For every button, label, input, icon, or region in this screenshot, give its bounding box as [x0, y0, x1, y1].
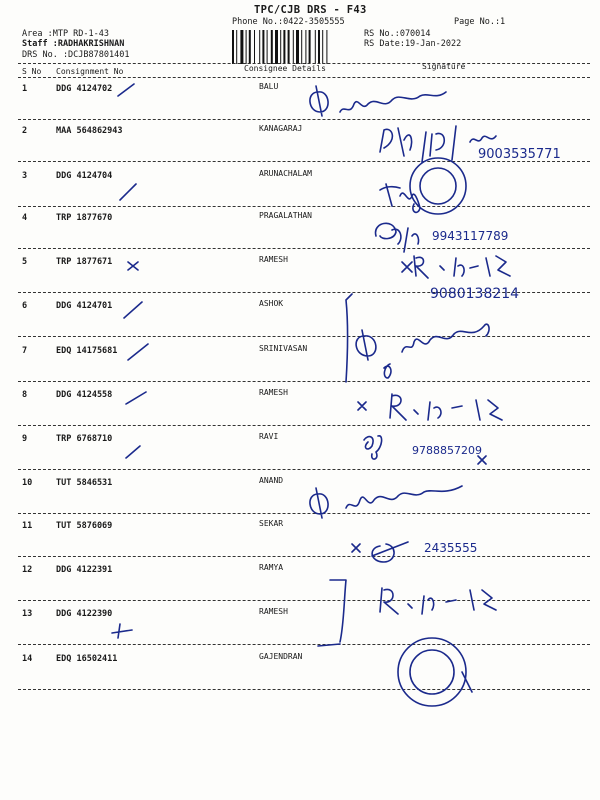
row-divider [18, 513, 590, 514]
barcode-bar [271, 30, 273, 64]
cross-mark [128, 262, 138, 270]
row-consignee-name: KANAGARAJ [259, 124, 303, 133]
handwritten-phone-row-5: 9080138214 [430, 286, 520, 302]
barcode-bar [254, 30, 255, 64]
row-consignment-number: TRP 6768710 [56, 434, 113, 444]
signature-row-11 [352, 542, 408, 562]
row-consignee-name: RAVI [259, 432, 279, 441]
row-divider [18, 644, 590, 645]
barcode-bar [236, 30, 237, 64]
signature-row-7 [356, 324, 489, 378]
signature-row-13 [380, 588, 496, 614]
row-consignee-name: SEKAR [259, 519, 284, 528]
barcode-image [232, 30, 356, 64]
signature-row-2 [380, 126, 496, 162]
tick-mark [112, 624, 132, 638]
staff-field: Staff :RADHAKRISHNAN [22, 39, 125, 49]
row-consignee-name: ASHOK [259, 299, 284, 308]
barcode-bar [240, 30, 243, 64]
row-sno: 1 [22, 84, 28, 94]
tick-mark [118, 84, 134, 96]
row-divider [18, 119, 590, 120]
row-sno: 2 [22, 126, 28, 136]
row-sno: 14 [22, 654, 33, 664]
row-sno: 5 [22, 257, 28, 267]
row-consignment-number: EDQ 16502411 [56, 654, 118, 664]
row-consignment-number: MAA 564862943 [56, 126, 123, 136]
barcode-bar [305, 30, 306, 64]
row-sno: 13 [22, 609, 33, 619]
row-divider [18, 206, 590, 207]
row-consignment-number: TRP 1877671 [56, 257, 113, 267]
row-consignment-number: DDG 4124704 [56, 171, 113, 181]
row-consignee-name: RAMESH [259, 388, 288, 397]
row-divider [18, 469, 590, 470]
row-sno: 8 [22, 390, 28, 400]
signature-row-3 [380, 184, 420, 212]
tick-mark [128, 344, 148, 360]
row-consignee-name: ARUNACHALAM [259, 169, 312, 178]
barcode-bar [326, 30, 327, 64]
row-consignee-name: RAMESH [259, 255, 288, 264]
row-divider [18, 248, 590, 249]
row-sno: 9 [22, 434, 28, 444]
barcode-bar [259, 30, 260, 64]
tick-mark [126, 392, 146, 404]
barcode-bar [275, 30, 278, 64]
handwritten-phone-row-9: 9788857209 [412, 444, 482, 457]
drs-number-field: DRS No. :DCJB87801401 [22, 50, 130, 60]
page-number: Page No.:1 [454, 17, 506, 27]
tick-mark [126, 446, 140, 458]
row-consignment-number: DDG 4124558 [56, 390, 113, 400]
row-sno: 4 [22, 213, 28, 223]
column-header-consignment: Consignment No [56, 67, 124, 76]
row-sno: 12 [22, 565, 33, 575]
row-divider [18, 381, 590, 382]
row-consignment-number: TUT 5876069 [56, 521, 113, 531]
barcode-bar [318, 30, 320, 64]
row-divider [18, 689, 590, 690]
signature-row-9 [364, 436, 486, 464]
tick-mark [120, 184, 136, 200]
row-consignee-name: GAJENDRAN [259, 652, 303, 661]
row-consignment-number: DDG 4122390 [56, 609, 113, 619]
row-divider [18, 292, 590, 293]
row-sno: 3 [22, 171, 28, 181]
row-consignee-name: SRINIVASAN [259, 344, 308, 353]
column-header-divider [18, 77, 590, 78]
barcode-bar [315, 30, 316, 64]
barcode-bar [322, 30, 323, 64]
row-sno: 7 [22, 346, 28, 356]
barcode-bar [283, 30, 285, 64]
rs-date-field: RS Date:19-Jan-2022 [364, 39, 462, 49]
barcode-bar [232, 30, 234, 64]
barcode-bar [301, 30, 302, 64]
row-consignee-name: BALU [259, 82, 279, 91]
handwritten-phone-row-2: 9003535771 [478, 147, 561, 162]
signature-row-8 [358, 394, 502, 420]
row-divider [18, 336, 590, 337]
row-consignee-name: ANAND [259, 476, 284, 485]
row-consignee-name: PRAGALATHAN [259, 211, 312, 220]
barcode-bar [296, 30, 299, 64]
rubber-stamp [398, 638, 466, 706]
signature-row-5 [402, 256, 510, 278]
barcode-bar [267, 30, 268, 64]
area-field: Area :MTP RD-1-43 [22, 29, 109, 39]
row-divider [18, 600, 590, 601]
row-divider [18, 556, 590, 557]
document-title: TPC/CJB DRS - F43 [254, 4, 367, 16]
barcode-bar [293, 30, 294, 64]
bracket-mark [318, 580, 346, 646]
column-header-consignee: Consignee Details [244, 64, 326, 73]
row-divider [18, 161, 590, 162]
handwritten-phone-row-4: 9943117789 [432, 229, 509, 243]
barcode-bar [246, 30, 247, 64]
handwritten-phone-row-11: 2435555 [424, 541, 478, 555]
row-consignment-number: DDG 4122391 [56, 565, 113, 575]
row-consignee-name: RAMESH [259, 607, 288, 616]
phone-number: Phone No.:0422-3505555 [232, 17, 345, 27]
row-sno: 11 [22, 521, 33, 531]
barcode-bar [280, 30, 281, 64]
bracket-mark [346, 294, 352, 382]
row-consignment-number: TRP 1877670 [56, 213, 113, 223]
row-sno: 6 [22, 301, 28, 311]
row-divider [18, 425, 590, 426]
tick-mark [124, 302, 142, 318]
row-consignment-number: DDG 4124702 [56, 84, 113, 94]
barcode-bar [309, 30, 311, 64]
row-consignment-number: EDQ 14175681 [56, 346, 118, 356]
column-header-signature: Signature [422, 62, 466, 71]
row-consignee-name: RAMYA [259, 563, 284, 572]
barcode-bar [288, 30, 290, 64]
signature-row-1 [310, 86, 446, 116]
row-consignment-number: DDG 4124701 [56, 301, 113, 311]
column-header-sno: S No [22, 67, 42, 76]
barcode-bar [262, 30, 264, 64]
barcode-bar [249, 30, 251, 64]
row-sno: 10 [22, 478, 33, 488]
rs-number-field: RS No.:070014 [364, 29, 431, 39]
row-consignment-number: TUT 5846531 [56, 478, 113, 488]
